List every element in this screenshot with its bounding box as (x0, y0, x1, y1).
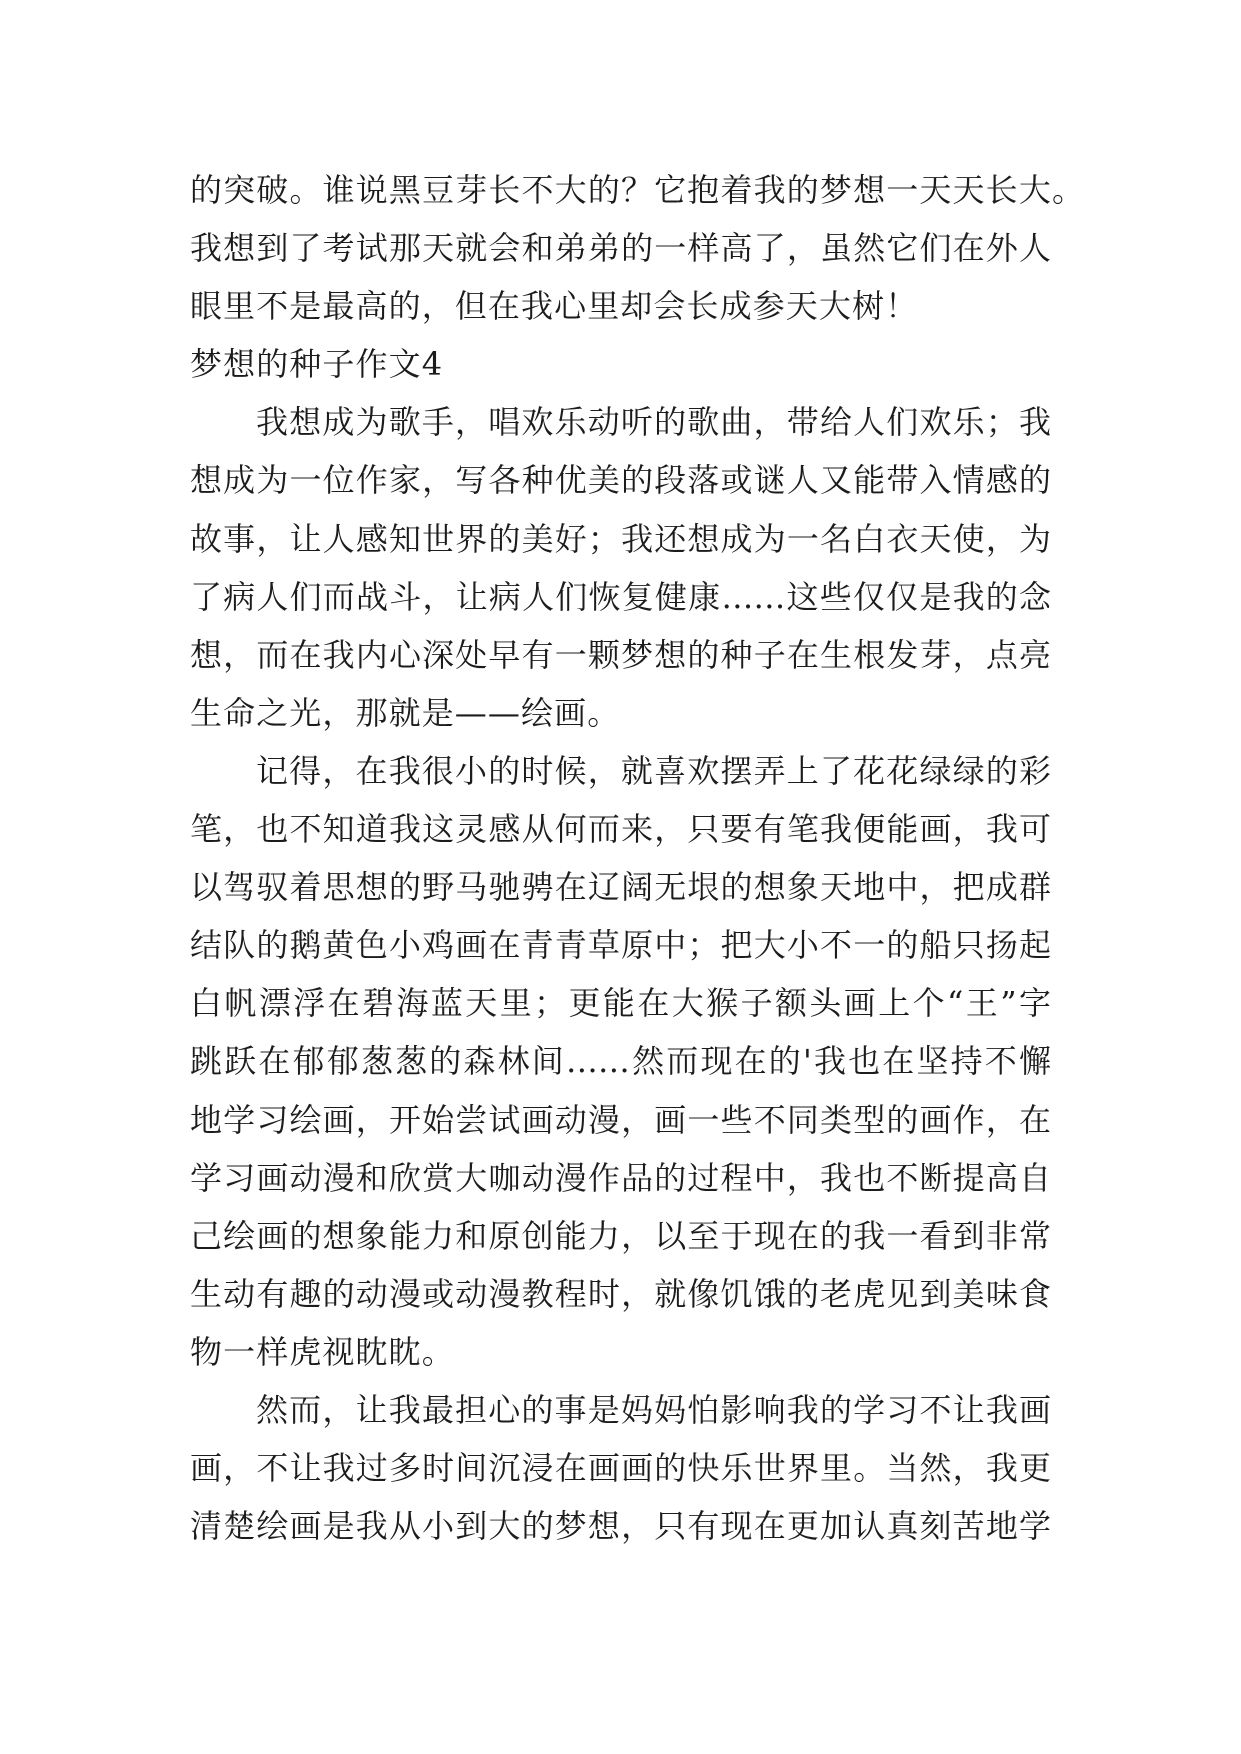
text-line: 眼里不是最高的，但在我心里却会长成参天大树！ (190, 287, 919, 326)
text-line: 记得，在我很小的时候，就喜欢摆弄上了花花绿绿的彩 (256, 751, 1051, 790)
text-line: 物一样虎视眈眈。 (190, 1332, 455, 1371)
document-body (190, 161, 1090, 1555)
text-line: 想成为一位作家，写各种优美的段落或谜人又能带入情感的 (190, 461, 1051, 500)
text-line: 跳跃在郁郁葱葱的森林间……然而现在的'我也在坚持不懈 (190, 1042, 1051, 1081)
text-line: 我想成为歌手，唱欢乐动听的歌曲，带给人们欢乐；我 (256, 403, 1051, 442)
text-line: 的突破。谁说黑豆芽长不大的？它抱着我的梦想一天天长大。 (190, 171, 1084, 209)
text-line: 己绘画的想象能力和原创能力，以至于现在的我一看到非常 (190, 1216, 1051, 1255)
text-line: 笔，也不知道我这灵感从何而来，只要有笔我便能画，我可 (190, 810, 1051, 849)
paragraph (190, 1381, 1090, 1555)
text-line: 我想到了考试那天就会和弟弟的一样高了，虽然它们在外人 (190, 229, 1051, 268)
text-line: 学习画动漫和欣赏大咖动漫作品的过程中，我也不断提高自 (190, 1158, 1051, 1197)
text-line: 地学习绘画，开始尝试画动漫，画一些不同类型的画作，在 (190, 1100, 1051, 1139)
text-line: 结队的鹅黄色小鸡画在青青草原中；把大小不一的船只扬起 (190, 926, 1051, 965)
text-line: 然而，让我最担心的事是妈妈怕影响我的学习不让我画 (256, 1390, 1051, 1429)
section-heading: 梦想的种子作文4 (190, 345, 444, 384)
paragraph (190, 393, 1090, 742)
text-line: 白帆漂浮在碧海蓝天里；更能在大猴子额头画上个“王”字 (190, 984, 1051, 1023)
paragraph (190, 742, 1090, 1381)
text-line: 了病人们而战斗，让病人们恢复健康……这些仅仅是我的念 (190, 577, 1051, 616)
text-line: 清楚绘画是我从小到大的梦想，只有现在更加认真刻苦地学 (190, 1507, 1051, 1546)
text-line: 以驾驭着思想的野马驰骋在辽阔无垠的想象天地中，把成群 (190, 868, 1051, 907)
text-line: 生动有趣的动漫或动漫教程时，就像饥饿的老虎见到美味食 (190, 1274, 1051, 1313)
text-line: 故事，让人感知世界的美好；我还想成为一名白衣天使，为 (190, 519, 1051, 558)
paragraph-continued (190, 161, 1090, 335)
text-line: 画，不让我过多时间沉浸在画画的快乐世界里。当然，我更 (190, 1449, 1051, 1488)
text-line: 想，而在我内心深处早有一颗梦想的种子在生根发芽，点亮 (190, 635, 1051, 674)
text-line: 生命之光，那就是——绘画。 (190, 693, 621, 732)
